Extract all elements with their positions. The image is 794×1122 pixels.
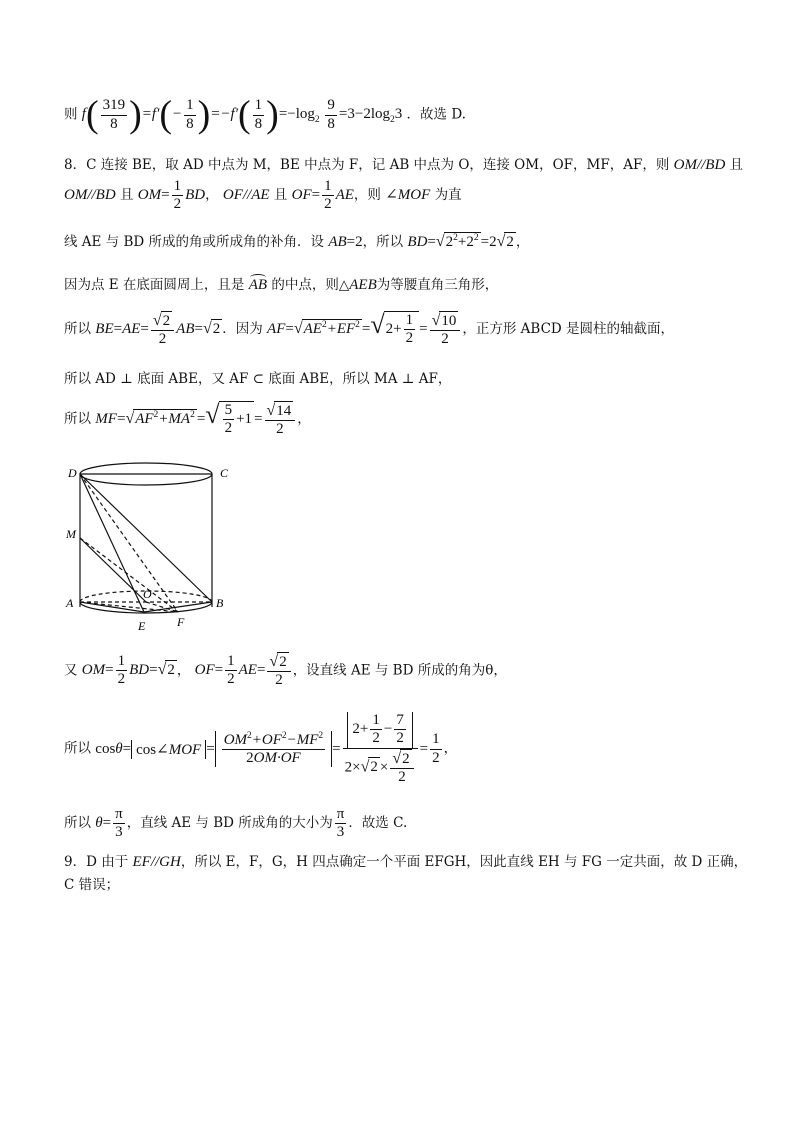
label-O: O: [143, 587, 152, 601]
arc-ab: AB: [248, 277, 268, 293]
q9-line-1: 9．D 由于 EF//GH，所以 E，F，G，H 四点确定一个平面 EFGH，因此直线 EH 与 FG 一定共面，故 D 正确，: [64, 854, 748, 870]
label-F: F: [177, 615, 185, 629]
q8-line-4: 因为点 E 在底面圆周上，且是 AB 的中点，则△AEB为等腰直角三角形，: [64, 277, 499, 293]
q8-line-9: 所以 cosθ= cos∠MOF = $\frac{OM^2+OF^2-MF^2}{2OM\cdot OF}$ = 2+ $\frac{1}{2}$ − $\frac{7}{2}$ 2×√2 × $\frac{√2}{2}$ = $\frac{1}{2}$ ，: [64, 712, 458, 785]
label-D: D: [68, 466, 77, 480]
q8-line-7: 所以 $MF=√AF^2+MA^2$ =√ $\frac{5}{2}$ +1 = $\frac{√14}{2}$ ，: [64, 400, 311, 438]
label-M: M: [66, 527, 76, 541]
q8-line-2: OM//BD 且 OM= $\frac{1}{2}$ BD， OF//AE 且 OF= $\frac{1}{2}$ AE，则 ∠MOF 为直: [64, 178, 462, 213]
q8-line-1: 8．C 连接 BE，取 AD 中点为 M，BE 中点为 F，记 AB 中点为 O，连接 OM，OF，MF，AF，则 OM//BD 且: [64, 157, 744, 173]
question-number: 8．C: [64, 157, 97, 173]
q8-line-6: 所以 AD ⊥ 底面 ABE，又 AF ⊂ 底面 ABE，所以 MA ⊥ AF，: [64, 371, 452, 387]
label-A: A: [66, 596, 74, 610]
solution-line-1: 则 f( $\frac{319}{8}$ )=f′(− $\frac{1}{8}$ )=−f′( $\frac{1}{8}$ )$=-\log_2$ $\frac{9}{8}$ $=3-2\log_23$ ．故选 D.: [64, 94, 466, 136]
q8-line-5: 所以 BE=AE= $\frac{√2}{2}$ AB=√2 ．因为 $AF=√AE^2+EF^2 =√2+$ $\frac{1}{2}$ = $\frac{√10}{2}$ ，正方形 ABCD 是圆柱的轴截面，: [64, 310, 675, 348]
q8-line-8: 又 OM= $\frac{1}{2}$ BD=√2 ， OF= $\frac{1}{2}$ AE= $\frac{√2}{2}$ ，设直线 AE 与 BD 所成的角为θ，: [64, 653, 507, 689]
label-C: C: [220, 466, 229, 480]
q9-line-2: C 错误；: [64, 877, 120, 893]
q8-line-10: 所以 θ= $\frac{\pi}{3}$ ，直线 AE 与 BD 所成角的大小为 $\frac{\pi}{3}$ ．故选 C.: [64, 806, 408, 841]
cylinder-figure: [60, 462, 250, 637]
q8-line-3: 线 AE 与 BD 所成的角或所成角的补角．设 AB=2，所以 $BD=√2^2+2^2 =2√2$ ，: [64, 233, 530, 250]
question-number: 9．D: [64, 854, 97, 870]
label-B: B: [216, 596, 224, 610]
label-E: E: [138, 619, 146, 633]
formula-f-eval: f( $\frac{319}{8}$ )=f′(− $\frac{1}{8}$ )=−f′( $\frac{1}{8}$ )$=-\log_2$ $\frac{9}{8}$ $=3-2\log_23$: [81, 94, 403, 136]
